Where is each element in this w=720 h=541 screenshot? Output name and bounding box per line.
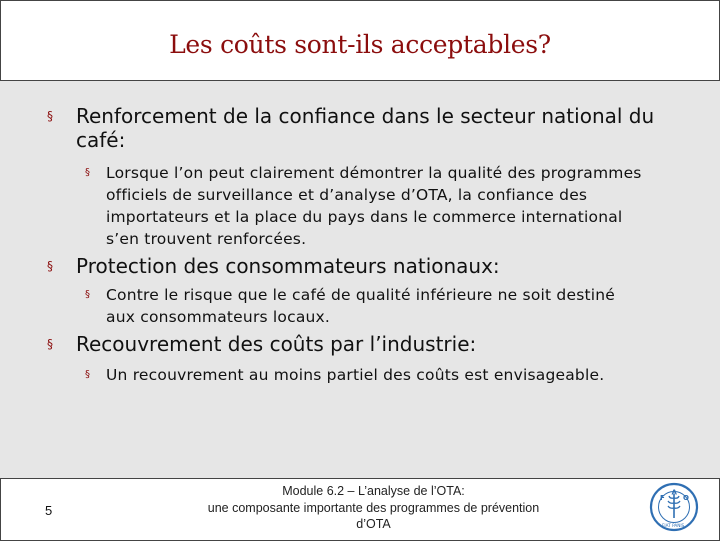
footer: [0, 478, 720, 541]
sub-bullet-recouvrement-partiel: [0, 364, 700, 386]
slide-title: Les coûts sont-ils acceptables?: [169, 30, 551, 59]
footer-line-3: d’OTA: [356, 517, 391, 531]
sub-bullet-risque: [0, 284, 690, 328]
sub-bullet-text: Lorsque l’on peut clairement démontrer la qualité des programmes officiels de surveillance et d’analyse d’OTA, la confiance des importateurs et la place du pays dans le commerce international s’en trouvent renforcées.: [106, 164, 642, 248]
bullet-protection: [0, 254, 690, 278]
svg-text:O: O: [683, 494, 689, 502]
svg-text:F: F: [660, 494, 665, 502]
bullet-recouvrement: [0, 332, 690, 356]
bullet-text: Recouvrement des coûts par l’industrie:: [76, 332, 477, 356]
bullet-marker: §: [47, 109, 53, 123]
bullet-marker: §: [47, 337, 53, 351]
svg-text:FIAT PANIS: FIAT PANIS: [662, 523, 685, 528]
footer-module-title: [161, 483, 586, 533]
svg-text:A: A: [671, 488, 677, 497]
bullet-text: Renforcement de la confiance dans le secteur national du café:: [76, 104, 655, 152]
title-box: [0, 0, 720, 81]
sub-bullet-marker: §: [85, 369, 91, 380]
bullet-marker: §: [47, 259, 53, 273]
sub-bullet-marker: §: [85, 289, 91, 300]
bullet-renforcement: [0, 104, 690, 152]
sub-bullet-marker: §: [85, 167, 91, 178]
bullet-text: Protection des consommateurs nationaux:: [76, 254, 500, 278]
sub-bullet-text: Un recouvrement au moins partiel des coûts est envisageable.: [106, 366, 605, 384]
sub-bullet-text: Contre le risque que le café de qualité inférieure ne soit destiné aux consommateurs locaux.: [106, 286, 616, 326]
footer-line-1: Module 6.2 – L’analyse de l’OTA:: [282, 484, 465, 498]
fao-logo-icon: [649, 482, 699, 532]
footer-line-2: une composante importante des programmes de prévention: [207, 500, 540, 515]
slide-number: 5: [45, 503, 53, 518]
sub-bullet-confiance: [0, 162, 690, 250]
